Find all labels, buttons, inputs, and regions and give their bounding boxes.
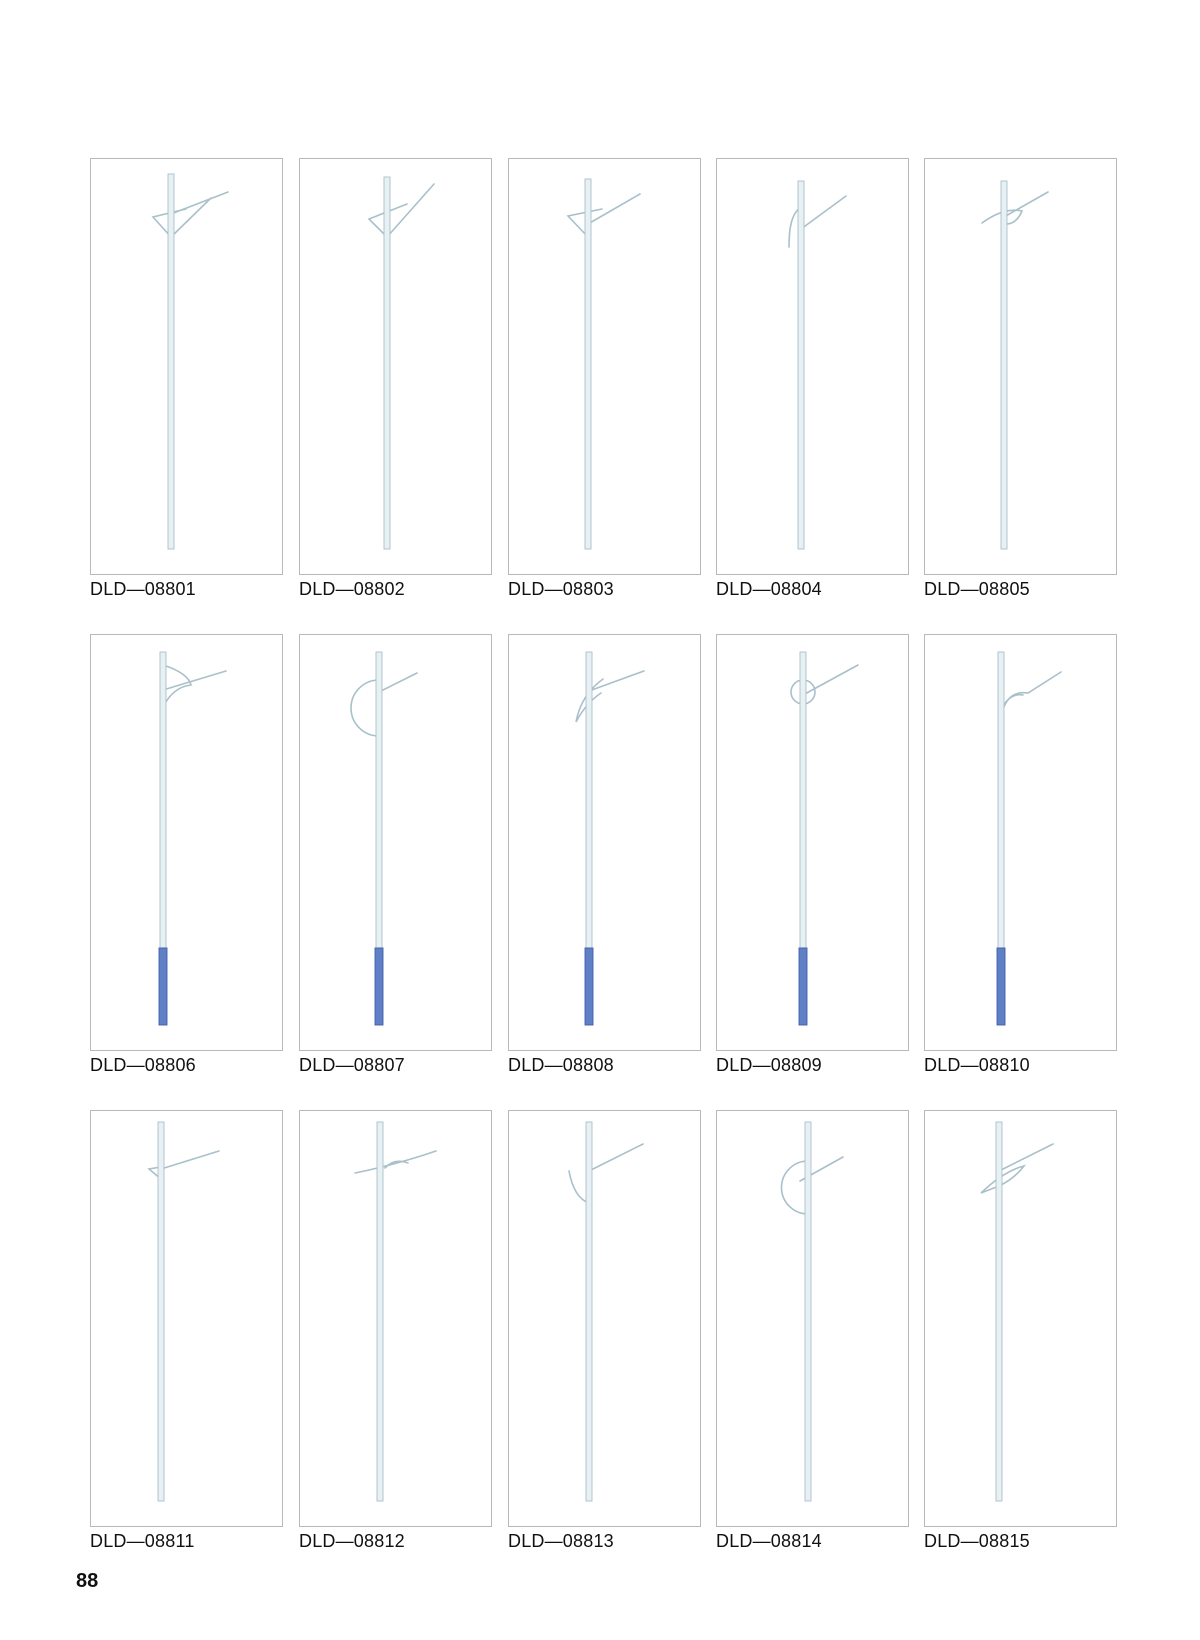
product-card-08815 bbox=[924, 1110, 1117, 1550]
product-image-frame bbox=[716, 158, 909, 575]
lamp-arm bbox=[369, 184, 434, 237]
product-code-label: DLD—08813 bbox=[508, 1531, 614, 1551]
product-card-08801 bbox=[90, 158, 283, 598]
pole-shaft bbox=[798, 181, 804, 549]
pole-shaft bbox=[998, 652, 1004, 948]
product-card-08802 bbox=[299, 158, 492, 598]
pole-shaft bbox=[805, 1122, 811, 1501]
lamp-arm bbox=[163, 665, 226, 707]
pole-shaft bbox=[800, 652, 806, 948]
street-lamp-pole-illustration bbox=[300, 159, 491, 574]
product-card-08808 bbox=[508, 634, 701, 1074]
lamp-arm bbox=[981, 1144, 1053, 1193]
lamp-arm bbox=[782, 1157, 844, 1214]
pole-shaft bbox=[586, 1122, 592, 1501]
product-code-label: DLD—08807 bbox=[299, 1055, 405, 1075]
street-lamp-pole-illustration bbox=[300, 1111, 491, 1526]
product-code-label: DLD—08815 bbox=[924, 1531, 1030, 1551]
page-number: 88 bbox=[76, 1570, 99, 1592]
street-lamp-pole-illustration bbox=[91, 159, 282, 574]
pole-shaft bbox=[168, 174, 174, 549]
product-image-frame bbox=[90, 158, 283, 575]
street-lamp-pole-illustration bbox=[509, 159, 700, 574]
lamp-arm bbox=[568, 194, 640, 237]
lamp-arm bbox=[569, 1144, 643, 1203]
lamp-arm bbox=[355, 1151, 436, 1173]
product-code-label: DLD—08810 bbox=[924, 1055, 1030, 1075]
street-lamp-pole-illustration bbox=[509, 635, 700, 1050]
pole-shaft bbox=[160, 652, 166, 948]
product-image-frame bbox=[299, 634, 492, 1051]
street-lamp-pole-illustration bbox=[300, 635, 491, 1050]
product-code-label: DLD—08802 bbox=[299, 579, 405, 599]
product-image-frame bbox=[924, 158, 1117, 575]
pole-base-band bbox=[997, 948, 1005, 1025]
street-lamp-pole-illustration bbox=[91, 635, 282, 1050]
product-image-frame bbox=[508, 634, 701, 1051]
product-image-frame bbox=[299, 1110, 492, 1527]
product-code-label: DLD—08814 bbox=[716, 1531, 822, 1551]
street-lamp-pole-illustration bbox=[717, 159, 908, 574]
street-lamp-pole-illustration bbox=[717, 635, 908, 1050]
product-image-frame bbox=[508, 158, 701, 575]
pole-base-band bbox=[159, 948, 167, 1025]
street-lamp-pole-illustration bbox=[717, 1111, 908, 1526]
product-image-frame bbox=[924, 634, 1117, 1051]
product-image-frame bbox=[299, 158, 492, 575]
product-card-08807 bbox=[299, 634, 492, 1074]
product-card-08813 bbox=[508, 1110, 701, 1550]
product-card-08810 bbox=[924, 634, 1117, 1074]
product-card-08812 bbox=[299, 1110, 492, 1550]
product-image-frame bbox=[716, 634, 909, 1051]
product-card-08809 bbox=[716, 634, 909, 1074]
lamp-arm bbox=[1001, 672, 1061, 717]
product-code-label: DLD—08803 bbox=[508, 579, 614, 599]
product-card-08814 bbox=[716, 1110, 909, 1550]
product-image-frame bbox=[716, 1110, 909, 1527]
street-lamp-pole-illustration bbox=[91, 1111, 282, 1526]
pole-shaft bbox=[376, 652, 382, 948]
pole-base-band bbox=[375, 948, 383, 1025]
pole-shaft bbox=[586, 652, 592, 948]
street-lamp-pole-illustration bbox=[925, 159, 1116, 574]
pole-shaft bbox=[384, 177, 390, 549]
pole-shaft bbox=[158, 1122, 164, 1501]
pole-shaft bbox=[585, 179, 591, 549]
pole-shaft bbox=[377, 1122, 383, 1501]
lamp-arm bbox=[351, 673, 417, 736]
lamp-arm bbox=[982, 192, 1048, 224]
product-code-label: DLD—08811 bbox=[90, 1531, 195, 1551]
pole-base-band bbox=[799, 948, 807, 1025]
product-code-label: DLD—08805 bbox=[924, 579, 1030, 599]
product-card-08811 bbox=[90, 1110, 283, 1550]
pole-shaft bbox=[996, 1122, 1002, 1501]
product-card-08805 bbox=[924, 158, 1117, 598]
street-lamp-pole-illustration bbox=[509, 1111, 700, 1526]
product-code-label: DLD—08804 bbox=[716, 579, 822, 599]
product-card-08803 bbox=[508, 158, 701, 598]
product-code-label: DLD—08812 bbox=[299, 1531, 405, 1551]
product-code-label: DLD—08801 bbox=[90, 579, 196, 599]
street-lamp-pole-illustration bbox=[925, 1111, 1116, 1526]
pole-base-band bbox=[585, 948, 593, 1025]
product-card-08804 bbox=[716, 158, 909, 598]
street-lamp-pole-illustration bbox=[925, 635, 1116, 1050]
lamp-arm bbox=[153, 192, 228, 237]
product-card-08806 bbox=[90, 634, 283, 1074]
product-image-frame bbox=[508, 1110, 701, 1527]
product-code-label: DLD—08806 bbox=[90, 1055, 196, 1075]
product-code-label: DLD—08808 bbox=[508, 1055, 614, 1075]
product-image-frame bbox=[90, 1110, 283, 1527]
pole-shaft bbox=[1001, 181, 1007, 549]
product-image-frame bbox=[924, 1110, 1117, 1527]
product-image-frame bbox=[90, 634, 283, 1051]
lamp-arm bbox=[789, 196, 846, 247]
product-code-label: DLD—08809 bbox=[716, 1055, 822, 1075]
